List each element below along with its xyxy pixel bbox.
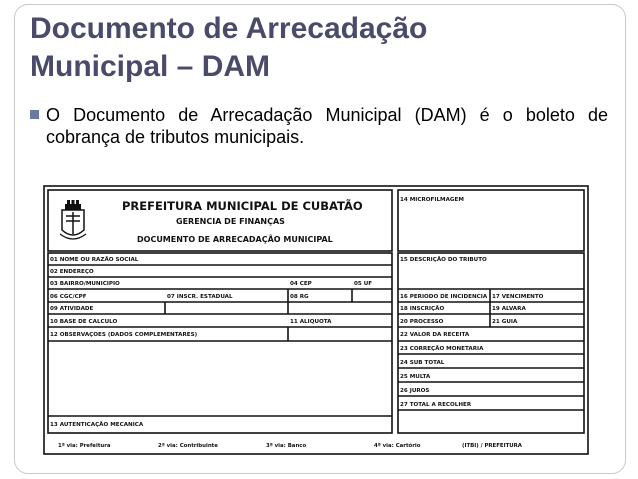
dam-form-image [34,174,610,460]
field-12-label: 12 OBSERVAÇOES (DADOS COMPLEMENTARES) [50,332,198,338]
field-21-label: 21 GUIA [492,319,518,325]
field-27-label: 27 TOTAL A RECOLHER [400,402,472,408]
field-16-label: 16 PERIODO DE INCIDENCIA [400,294,488,300]
field-13-label: 13 AUTENTICAÇÃO MECANICA [50,422,144,428]
field-17-label: 17 VENCIMENTO [492,294,544,300]
footer-via-2: 2ª via: Contribuinte [158,443,218,449]
title-line-2: Municipal – DAM [30,50,271,83]
field-08-label: 08 RG [290,294,309,300]
field-25-label: 25 MULTA [400,374,431,380]
header-prefeitura: PREFEITURA MUNICIPAL DE CUBATÃO [122,199,363,213]
field-26-label: 26 JUROS [400,388,430,394]
bullet-square-icon [30,110,39,119]
footer-code: (ITBI) / PREFEITURA [462,443,522,449]
left-fields-box [48,253,392,433]
field-14-label: 14 MICROFILMAGEM [400,197,464,203]
footer-via-3: 3ª via: Banco [266,443,307,449]
field-02-label: 02 ENDEREÇO [50,269,94,275]
field-09-label: 09 ATIVIDADE [50,306,94,312]
field-15-label: 15 DESCRIÇÃO DO TRIBUTO [400,257,487,263]
field-23-label: 23 CORREÇÃO MONETARIA [400,346,484,352]
field-10-label: 10 BASE DE CALCULO [50,319,118,325]
field-01-label: 01 NOME OU RAZÃO SOCIAL [50,257,139,263]
field-04-label: 04 CEP [290,281,312,287]
field-22-label: 22 VALOR DA RECEITA [400,332,470,338]
field-05-label: 05 UF [354,281,373,287]
title-line-1: Documento de Arrecadação [30,12,428,45]
dam-form [34,174,610,460]
field-18-label: 18 INSCRIÇÃO [400,306,445,312]
field-06-label: 06 CGC/CPF [50,294,87,300]
bullet-text: O Documento de Arrecadação Municipal (DAM) é o boleto de cobrança de tributos municipais. [46,105,608,147]
header-gerencia: GERENCIA DE FINANÇAS [176,217,285,226]
field-11-label: 11 ALIQUOTA [290,319,332,325]
bullet-item [30,104,608,148]
footer-via-1: 1ª via: Prefeitura [58,443,111,449]
header-documento: DOCUMENTO DE ARRECADAÇÃO MUNICIPAL [137,235,333,244]
field-20-label: 20 PROCESSO [400,319,444,325]
field-19-label: 19 ALVARA [492,306,526,312]
slide-title [30,10,620,86]
field-07-label: 07 INSCR. ESTADUAL [167,294,233,300]
footer-via-4: 4ª via: Cartório [374,443,421,449]
field-03-label: 03 BAIRRO/MUNICIPIO [50,281,120,287]
field-24-label: 24 SUB TOTAL [400,360,445,366]
municipal-crest-icon [60,200,86,239]
